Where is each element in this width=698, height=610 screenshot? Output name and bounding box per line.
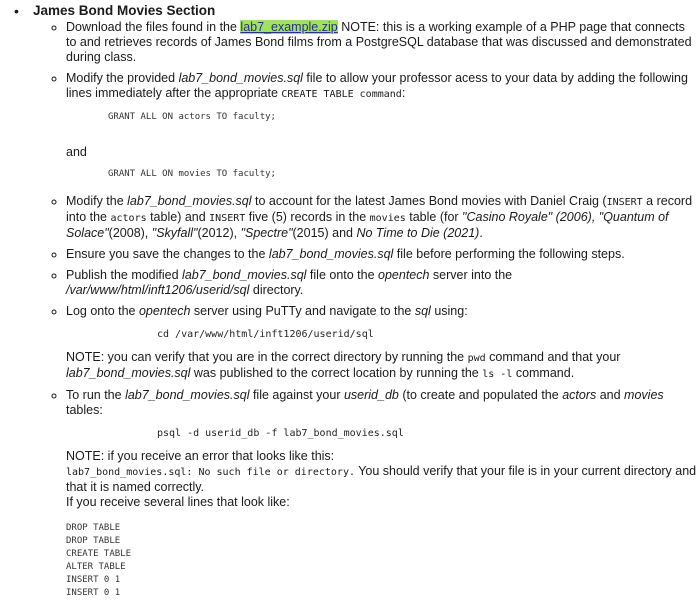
psql-command-code: psql -d userid_db -f lab7_bond_movies.sql (157, 428, 404, 439)
insert-code: INSERT (209, 213, 246, 224)
step-run-sql: ◦ To run the lab7_bond_movies.sql file against your userid_db (to create and populated the actors and movies tables: psql -d userid_db -f lab7_bond_movies.sql NOTE: if you receive an error that looks like this: lab7_bond_movies.sql: No such file or directory. You should verify that your file is in your current directory and that it is named correctly. If you receive several lines that look like: DROP TABLE DROP TABLE CREATE TABLE ALTER TABLE INSERT 0 1 INSERT 0 1 (66, 388, 698, 600)
insert-code: INSERT (606, 197, 643, 208)
filename: lab7_bond_movies.sql (125, 388, 250, 402)
output-line: INSERT 0 1 (66, 588, 121, 598)
error-message-code: lab7_bond_movies.sql: No such file or directory. (66, 467, 355, 478)
output-line: DROP TABLE (66, 536, 121, 546)
and-text: and (66, 145, 87, 159)
actors-code: actors (110, 213, 147, 224)
ls-code: ls -l (482, 369, 513, 380)
steps-list (48, 20, 698, 606)
step-publish: ◦ Publish the modified lab7_bond_movies.sql file onto the opentech server into the /var/www/html/inft1206/userid/sql directory. (66, 268, 698, 298)
error-note: NOTE: if you receive an error that looks like this: lab7_bond_movies.sql: No such file or directory. You should verify that your file is in your current directory and that it is named correctly. If you receive several lines that look like: (66, 449, 697, 509)
filename: lab7_bond_movies.sql (178, 71, 303, 85)
step-save: ◦ Ensure you save the changes to the lab7_bond_movies.sql file before performing the following steps. (66, 247, 698, 262)
step-login: ◦ Log onto the opentech server using PuTTy and navigate to the sql using: cd /var/www/html/inft1206/userid/sql NOTE: you can verify that you are in the correct directory by running the pwd command and that your lab7_bond_movies.sql was published to the correct location by running the ls -l command. (66, 304, 698, 382)
server-path: /var/www/html/inft1206/userid/sql (66, 283, 250, 297)
step-modify-records: ◦ Modify the lab7_bond_movies.sql to account for the latest James Bond movies with Daniel Craig (INSERT a record into the actors table) and INSERT five (5) records in the movies table (for "Casino Royale" (2006), "Quantum of Solace"(2008), "Skyfall"(2012), "Spectre"(2015) and No Time to Die (2021). (66, 194, 698, 241)
filename: lab7_bond_movies.sql (66, 366, 191, 380)
server-name: opentech (138, 304, 191, 318)
cd-command-code: cd /var/www/html/inft1206/userid/sql (157, 329, 374, 340)
filename: lab7_bond_movies.sql (182, 268, 307, 282)
output-line: DROP TABLE (66, 523, 121, 533)
pwd-code: pwd (467, 353, 486, 364)
expected-output-block (66, 522, 698, 600)
create-table-code: CREATE TABLE command (281, 89, 402, 100)
directory-name: sql (414, 304, 431, 318)
grant-movies-code: GRANT ALL ON movies TO faculty; (108, 169, 276, 179)
step-modify-grant: ◦ Modify the provided lab7_bond_movies.sql file to allow your professor acess to your data by adding the following lines immediately after the appropriate CREATE TABLE command: GRANT ALL ON actors TO faculty; and GRANT ALL ON movies TO faculty; (66, 71, 698, 182)
db-name: userid_db (343, 388, 399, 402)
section-bullet: • (14, 3, 19, 19)
output-line: INSERT 0 1 (66, 575, 121, 585)
grant-actors-code: GRANT ALL ON actors TO faculty; (108, 112, 276, 122)
pwd-note: NOTE: you can verify that you are in the correct directory by running the pwd command and that your lab7_bond_movies.sql was published to the correct location by running the ls -l command. (66, 350, 621, 380)
filename: lab7_bond_movies.sql (268, 247, 394, 261)
output-line: CREATE TABLE (66, 549, 132, 559)
step-download: ◦ Download the files found in the lab7_example.zip NOTE: this is a working example of a PHP page that connects to and retrieves records of James Bond films from a PostgreSQL database that was discussed and demonstrated during class. (66, 20, 698, 65)
lab7-example-zip-link[interactable]: lab7_example.zip (240, 20, 338, 34)
output-line: ALTER TABLE (66, 562, 126, 572)
server-name: opentech (378, 268, 430, 282)
section-title: James Bond Movies Section (33, 3, 216, 18)
movies-code: movies (369, 213, 406, 224)
filename: lab7_bond_movies.sql (127, 194, 252, 208)
